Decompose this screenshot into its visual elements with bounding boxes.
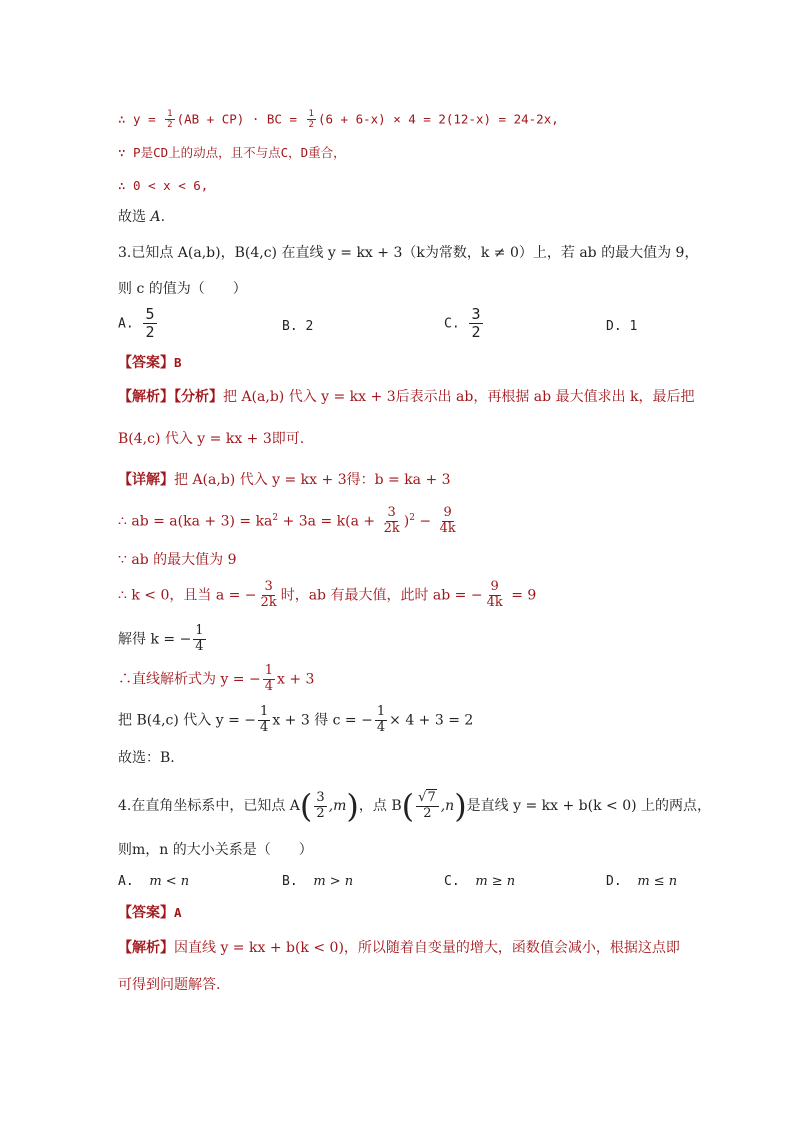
q4-stem-line-2: 则m，n 的大小关系是（ ） — [118, 842, 313, 858]
q3-option-d: D. 1 — [606, 319, 638, 334]
q3-step-1: ∴ ab = $a(ka + 3) = ka^2 + 3a = k(a$ + $\frac{3}{2k}$ )$^2$ − $\frac{9}{4k}$ — [118, 505, 456, 536]
prev-solution-line-1: ∴ y = $\frac{1}{2}$ (AB + CP) · BC = $\frac{1}{2}$ (6 + 6-x) × 4 = 2(12-x) = 24-2x, — [118, 109, 559, 131]
q3-option-c: C. $\frac{3}{2}$ — [444, 305, 481, 342]
half-fraction: $\frac{1}{2}$ — [167, 109, 173, 131]
half-fraction-2: $\frac{1}{2}$ — [308, 109, 314, 131]
q3-stem-line-1: 3.已知点 A(a,b)，B(4,c) 在直线 y = kx + 3（k为常数，k ≠ 0）上，若 ab 的最大值为 9， — [118, 245, 699, 261]
q3-analysis: 【解析】【分析】把 A(a,b) 代入 y = kx + 3后表示出 ab，再根据 ab 最大值求出 k，最后把 — [118, 389, 695, 405]
q3-analysis-2: B(4,c) 代入 y = kx + 3即可. — [118, 431, 305, 447]
q3-step-2: ∵ ab 的最大值为 9 — [118, 552, 237, 568]
q4-stem-line-1: 4.在直角坐标系中，已知点 A( $\frac{3}{2}$ ,m)，点 B( $\frac{√7}{2}$ ,n)是直线 y = kx + b(k < 0) 上的两点， — [118, 787, 712, 825]
q3-step-3: ∴ k < 0，且当 a = − $\frac{3}{2k}$ 时，ab 有最大值，此时 ab = − $\frac{9}{4k}$ = 9 — [118, 579, 537, 610]
q4-option-a: A. m < n — [118, 874, 190, 889]
q4-analysis: 【解析】因直线 y = kx + b(k < 0)，所以随着自变量的增大，函数值会减小，根据这点即 — [118, 940, 680, 956]
q3-step-6: 把 B(4,c) 代入 y = − $\frac{1}{4}$ x + 3 得 c = − $\frac{1}{4}$ × 4 + 3 = 2 — [118, 704, 474, 735]
q3-step-5: ∴直线解析式为 y = − $\frac{1}{4}$ x + 3 — [118, 663, 315, 694]
q3-answer: 【答案】B — [118, 355, 182, 371]
q4-option-b: B. m > n — [282, 874, 354, 889]
q4-answer: 【答案】A — [118, 905, 182, 921]
q3-stem-line-2: 则 c 的值为（ ） — [118, 281, 247, 297]
q4-option-d: D. m ≤ n — [606, 874, 678, 889]
prev-choice-line: 故选 A. — [118, 209, 166, 225]
prev-solution-line-3: ∴ 0 < x < 6, — [118, 178, 209, 193]
q3-option-b: B. 2 — [282, 319, 314, 334]
q4-option-c: C. m ≥ n — [444, 874, 516, 889]
prev-solution-line-2: ∵ P是CD上的动点，且不与点C，D重合， — [118, 145, 346, 160]
q3-final-choice: 故选：B. — [118, 750, 175, 766]
q3-option-a: A. $\frac{5}{2}$ — [118, 305, 155, 342]
q4-analysis-2: 可得到问题解答. — [118, 977, 221, 993]
q3-detail: 【详解】把 A(a,b) 代入 y = kx + 3得：b = ka + 3 — [118, 472, 451, 488]
q3-step-4: 解得 k = − $\frac{1}{4}$ — [118, 623, 204, 654]
